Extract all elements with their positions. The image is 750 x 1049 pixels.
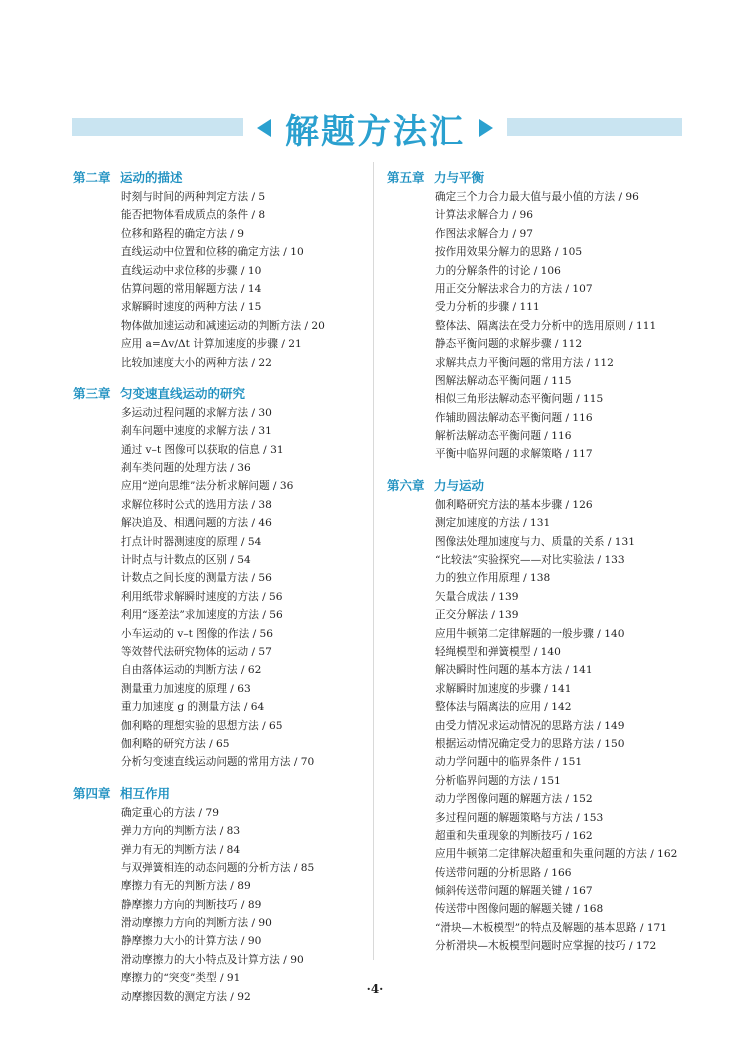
triangle-right-icon (479, 119, 493, 137)
chapter-number: 第四章 (73, 785, 111, 801)
toc-entry[interactable]: 由受力情况求运动情况的思路方法 / 149 (435, 719, 625, 732)
toc-entry[interactable]: 确定三个力合力最大值与最小值的方法 / 96 (435, 191, 639, 203)
page-number: ·4· (366, 982, 384, 996)
toc-entry[interactable]: 计时点与计数点的区别 / 54 (121, 554, 251, 567)
chapter-name: 相互作用 (120, 785, 171, 801)
toc-entry[interactable]: 小车运动的 v–t 图像的作法 / 56 (121, 627, 273, 640)
toc-entry[interactable]: “滑块—木板模型”的特点及解题的基本思路 / 171 (435, 921, 668, 934)
chapter-gap (385, 464, 685, 470)
chapter-gap (73, 372, 365, 378)
toc-entry[interactable]: 求解瞬时速度的两种方法 / 15 (121, 301, 262, 314)
toc-entry[interactable]: 传送带问题的分析思路 / 166 (435, 866, 572, 879)
toc-entry[interactable]: 重力加速度 g 的测量方法 / 64 (121, 701, 265, 714)
page-title: 解题方法汇 (285, 111, 465, 152)
toc-entry[interactable]: 按作用效果分解力的思路 / 105 (435, 246, 583, 259)
toc-entry[interactable]: 直线运动中位置和位移的确定方法 / 10 (121, 246, 304, 259)
toc-entry[interactable]: 力的分解条件的讨论 / 106 (435, 264, 561, 277)
toc-entry[interactable]: 平衡中临界问题的求解策略 / 117 (435, 448, 593, 461)
toc-entry[interactable]: 整体法与隔离法的应用 / 142 (435, 701, 572, 714)
toc-entry[interactable]: 求解位移时公式的选用方法 / 38 (121, 498, 272, 511)
toc-entry[interactable]: 测量重力加速度的原理 / 63 (121, 682, 251, 695)
entry-list (73, 404, 365, 772)
toc-entry[interactable]: 多过程问题的解题策略与方法 / 153 (435, 811, 604, 824)
toc-entry[interactable]: 相似三角形法解动态平衡问题 / 115 (435, 393, 604, 406)
left-column (73, 162, 365, 1006)
toc-entry[interactable]: 静摩擦力方向的判断技巧 / 89 (121, 898, 262, 911)
toc-entry[interactable]: 伽利略研究方法的基本步骤 / 126 (435, 498, 593, 511)
chapter-heading[interactable] (73, 782, 365, 804)
chapter-name: 运动的描述 (120, 170, 183, 185)
toc-entry[interactable]: 摩擦力的“突变”类型 / 91 (121, 972, 241, 985)
chapter-heading[interactable] (73, 382, 365, 404)
toc-entry[interactable]: 应用 a=Δv/Δt 计算加速度的步骤 / 21 (121, 338, 302, 351)
toc-entry[interactable]: 计算法求解合力 / 96 (435, 209, 533, 222)
chapter-name: 力与平衡 (434, 170, 485, 185)
toc-entry[interactable]: 解决瞬时性问题的基本方法 / 141 (435, 664, 593, 677)
toc-entry[interactable]: 比较加速度大小的两种方法 / 22 (121, 356, 272, 369)
chapter-name: 匀变速直线运动的研究 (120, 385, 246, 401)
right-column (385, 162, 685, 956)
toc-entry[interactable]: 刹车类问题的处理方法 / 36 (121, 462, 251, 475)
toc-entry[interactable]: 应用牛顿第二定律解题的一般步骤 / 140 (435, 627, 625, 640)
chapter-heading[interactable] (385, 166, 685, 188)
toc-entry[interactable]: 受力分析的步骤 / 111 (435, 301, 540, 314)
toc-entry[interactable]: 作图法求解合力 / 97 (435, 227, 533, 240)
chapter-number: 第六章 (387, 477, 425, 493)
chapter-heading[interactable] (385, 474, 685, 496)
toc-entry[interactable]: 利用纸带求解瞬时速度的方法 / 56 (121, 590, 283, 603)
toc-entry[interactable]: 求解瞬时加速度的步骤 / 141 (435, 682, 572, 695)
toc-entry[interactable]: 估算问题的常用解题方法 / 14 (121, 282, 262, 295)
toc-entry[interactable]: 滑动摩擦力方向的判断方法 / 90 (121, 917, 272, 930)
toc-entry[interactable]: 轻绳模型和弹簧模型 / 140 (435, 645, 561, 658)
toc-entry[interactable]: 自由落体运动的判断方法 / 62 (121, 664, 262, 677)
toc-entry[interactable]: 传送带中图像问题的解题关键 / 168 (435, 903, 604, 916)
title-box (243, 104, 507, 153)
toc-entry[interactable]: 图解法解动态平衡问题 / 115 (435, 374, 572, 387)
toc-entry[interactable]: 测定加速度的方法 / 131 (435, 517, 551, 530)
toc-entry[interactable]: 矢量合成法 / 139 (435, 590, 519, 603)
toc-entry[interactable]: 直线运动中求位移的步骤 / 10 (121, 264, 262, 277)
toc-entry[interactable]: 超重和失重现象的判断技巧 / 162 (435, 829, 593, 842)
toc-entry[interactable]: 作辅助圆法解动态平衡问题 / 116 (435, 411, 593, 424)
toc-entry[interactable]: 弹力方向的判断方法 / 83 (121, 825, 241, 838)
toc-entry[interactable]: 应用“逆向思维”法分析求解问题 / 36 (121, 480, 294, 493)
toc-entry[interactable]: 正交分解法 / 139 (435, 609, 519, 622)
entry-list (385, 188, 685, 464)
toc-entry[interactable]: 应用牛顿第二定律解决超重和失重问题的方法 / 162 (435, 848, 678, 861)
toc-entry[interactable]: 能否把物体看成质点的条件 / 8 (121, 209, 266, 222)
toc-entry[interactable]: 分析匀变速直线运动问题的常用方法 / 70 (121, 756, 315, 769)
toc-entry[interactable]: 图像法处理加速度与力、质量的关系 / 131 (435, 535, 636, 548)
toc-entry[interactable]: 伽利略的研究方法 / 65 (121, 737, 230, 750)
chapter-number: 第二章 (73, 170, 111, 185)
toc-entry[interactable]: 时刻与时间的两种判定方法 / 5 (121, 191, 266, 203)
toc-entry[interactable]: 动摩擦因数的测定方法 / 92 (121, 990, 251, 1003)
toc-entry[interactable]: 确定重心的方法 / 79 (121, 806, 219, 819)
chapter-gap (73, 772, 365, 778)
entry-list (73, 188, 365, 372)
entry-list (73, 804, 365, 1006)
toc-entry[interactable]: 刹车问题中速度的求解方法 / 31 (121, 425, 272, 438)
toc-entry[interactable]: 解决追及、相遇问题的方法 / 46 (121, 517, 272, 530)
toc-entry[interactable]: 利用“逐差法”求加速度的方法 / 56 (121, 609, 283, 622)
toc-entry[interactable]: 与双弹簧相连的动态问题的分析方法 / 85 (121, 861, 315, 874)
title-area (0, 98, 750, 158)
toc-entry[interactable]: 根据运动情况确定受力的思路方法 / 150 (435, 737, 625, 750)
toc-entry[interactable]: 打点计时器测速度的原理 / 54 (121, 535, 262, 548)
toc-entry[interactable]: 动力学图像问题的解题方法 / 152 (435, 793, 593, 806)
chapter-number: 第三章 (73, 385, 111, 401)
toc-entry[interactable]: 计数点之间长度的测量方法 / 56 (121, 572, 272, 585)
toc-entry[interactable]: 通过 v–t 图像可以获取的信息 / 31 (121, 443, 284, 456)
toc-entry[interactable]: 静态平衡问题的求解步骤 / 112 (435, 338, 583, 351)
toc-entry[interactable]: 滑动摩擦力的大小特点及计算方法 / 90 (121, 953, 304, 966)
toc-entry[interactable]: 分析滑块—木板模型问题时应掌握的技巧 / 172 (435, 940, 657, 953)
toc-entry[interactable]: 多运动过程问题的求解方法 / 30 (121, 406, 272, 419)
triangle-left-icon (257, 119, 271, 137)
toc-entry[interactable]: 弹力有无的判断方法 / 84 (121, 843, 241, 856)
chapter-name: 力与运动 (434, 477, 485, 493)
toc-entry[interactable]: 伽利略的理想实验的思想方法 / 65 (121, 719, 283, 732)
chapter-heading[interactable] (73, 166, 365, 188)
toc-entry[interactable]: 分析临界问题的方法 / 151 (435, 774, 561, 787)
toc-entry[interactable]: 等效替代法研究物体的运动 / 57 (121, 645, 272, 658)
toc-entry[interactable]: 解析法解动态平衡问题 / 116 (435, 430, 572, 443)
toc-entry[interactable]: 整体法、隔离法在受力分析中的选用原则 / 111 (435, 319, 657, 332)
chapter-number: 第五章 (387, 170, 425, 185)
entry-list (385, 496, 685, 956)
toc-entry[interactable]: 动力学问题中的临界条件 / 151 (435, 756, 583, 769)
toc-entry[interactable]: 摩擦力有无的判断方法 / 89 (121, 880, 251, 893)
toc-entry[interactable]: 用正交分解法求合力的方法 / 107 (435, 282, 593, 295)
toc-entry[interactable]: 力的独立作用原理 / 138 (435, 572, 551, 585)
toc-entry[interactable]: “比较法”实验探究——对比实验法 / 133 (435, 554, 625, 567)
column-divider (373, 162, 374, 960)
toc-entry[interactable]: 物体做加速运动和减速运动的判断方法 / 20 (121, 319, 325, 332)
toc-entry[interactable]: 倾斜传送带问题的解题关键 / 167 (435, 885, 593, 898)
toc-entry[interactable]: 求解共点力平衡问题的常用方法 / 112 (435, 356, 614, 369)
toc-entry[interactable]: 位移和路程的确定方法 / 9 (121, 227, 244, 240)
toc-entry[interactable]: 静摩擦力大小的计算方法 / 90 (121, 935, 262, 948)
